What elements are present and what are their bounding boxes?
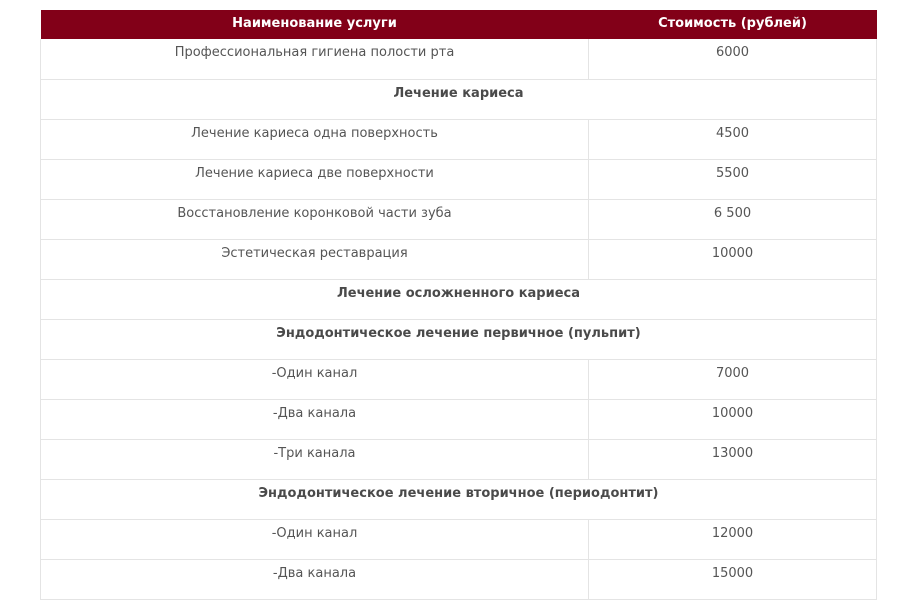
service-name-cell: -Два канала <box>41 559 589 599</box>
price-column-header: Стоимость (рублей) <box>589 10 877 39</box>
section-title: Эндодонтическое лечение вторичное (периодонтит) <box>41 479 877 519</box>
section-title: Лечение кариеса <box>41 79 877 119</box>
price-cell: 10000 <box>589 239 877 279</box>
price-cell: 15000 <box>589 559 877 599</box>
table-row <box>41 359 877 399</box>
section-row <box>41 319 877 359</box>
service-name-cell: Восстановление коронковой части зуба <box>41 199 589 239</box>
section-title: Лечение осложненного кариеса <box>41 279 877 319</box>
table-row <box>41 199 877 239</box>
table-row <box>41 399 877 439</box>
price-cell: 7000 <box>589 359 877 399</box>
table-body <box>41 39 877 599</box>
table-row <box>41 159 877 199</box>
service-name-cell: -Три канала <box>41 439 589 479</box>
price-cell: 4500 <box>589 119 877 159</box>
service-name-cell: -Два канала <box>41 399 589 439</box>
price-cell: 10000 <box>589 399 877 439</box>
section-row <box>41 479 877 519</box>
price-cell: 6 500 <box>589 199 877 239</box>
table-row <box>41 559 877 599</box>
table-row <box>41 519 877 559</box>
table-row <box>41 239 877 279</box>
service-name-cell: Лечение кариеса две поверхности <box>41 159 589 199</box>
service-name-cell: Эстетическая реставрация <box>41 239 589 279</box>
price-cell: 13000 <box>589 439 877 479</box>
price-cell: 5500 <box>589 159 877 199</box>
service-name-cell: Лечение кариеса одна поверхность <box>41 119 589 159</box>
section-row <box>41 79 877 119</box>
service-name-column-header: Наименование услуги <box>41 10 589 39</box>
service-name-cell: -Один канал <box>41 359 589 399</box>
table-row <box>41 39 877 79</box>
section-row <box>41 279 877 319</box>
table-row <box>41 119 877 159</box>
service-name-cell: -Один канал <box>41 519 589 559</box>
section-title: Эндодонтическое лечение первичное (пульпит) <box>41 319 877 359</box>
price-table <box>40 10 877 600</box>
price-cell: 6000 <box>589 39 877 79</box>
table-row <box>41 439 877 479</box>
header-row <box>41 10 877 39</box>
price-cell: 12000 <box>589 519 877 559</box>
table-header <box>41 10 877 39</box>
service-name-cell: Профессиональная гигиена полости рта <box>41 39 589 79</box>
